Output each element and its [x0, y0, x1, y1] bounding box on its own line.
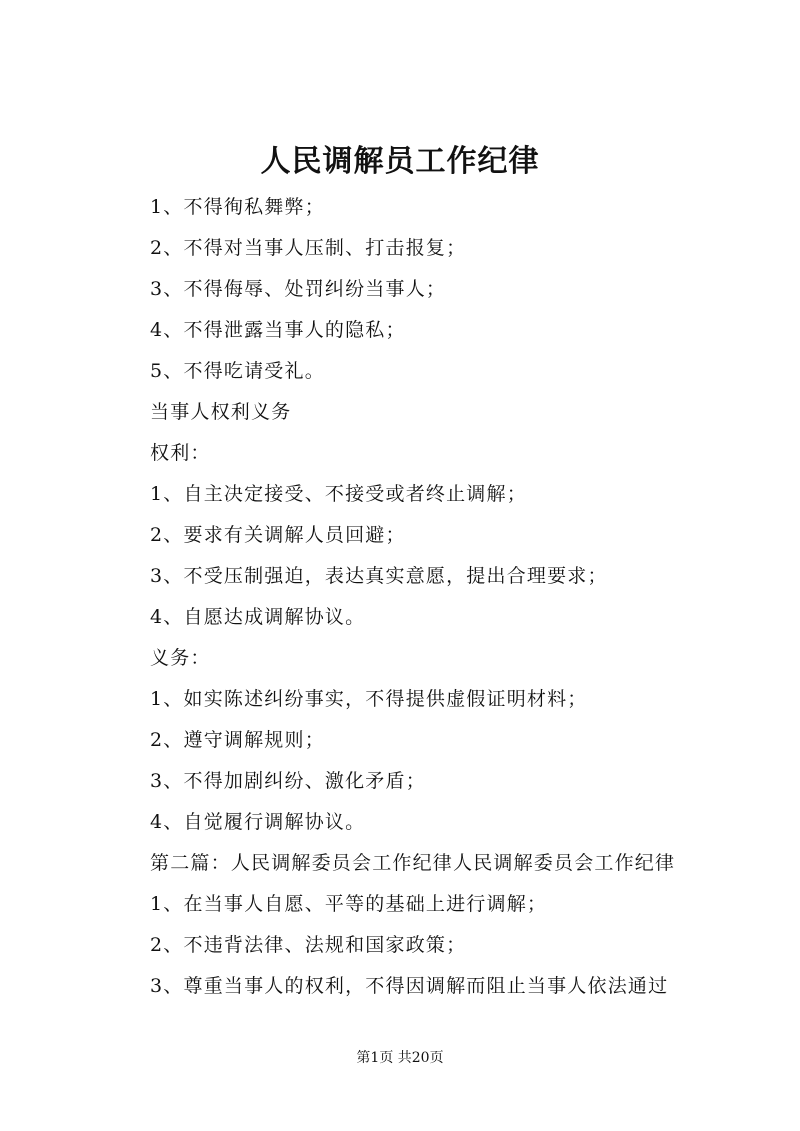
- body-line: 3、不得侮辱、处罚纠纷当事人；: [150, 278, 447, 300]
- body-line: 2、遵守调解规则；: [150, 729, 325, 751]
- section-heading: 第二篇：人民调解委员会工作纪律人民调解委员会工作纪律: [150, 852, 676, 874]
- body-line: 4、自觉履行调解协议。: [150, 811, 366, 833]
- body-line: 1、如实陈述纠纷事实，不得提供虚假证明材料；: [150, 688, 588, 710]
- document-body: [150, 187, 750, 1007]
- body-line: 4、不得泄露当事人的隐私；: [150, 319, 406, 341]
- body-line: 1、在当事人自愿、平等的基础上进行调解；: [150, 893, 548, 915]
- body-line: 2、不违背法律、法规和国家政策；: [150, 934, 467, 956]
- subsection-heading: 义务：: [150, 647, 211, 669]
- body-line: 1、不得徇私舞弊；: [150, 196, 325, 218]
- page-footer: 第1页 共20页: [356, 1050, 444, 1066]
- body-line: 1、自主决定接受、不接受或者终止调解；: [150, 483, 527, 505]
- body-line: 5、不得吃请受礼。: [150, 360, 325, 382]
- body-line: 4、自愿达成调解协议。: [150, 606, 366, 628]
- subsection-heading: 权利：: [150, 442, 211, 464]
- body-line: 3、不得加剧纠纷、激化矛盾；: [150, 770, 426, 792]
- section-heading: 当事人权利义务: [150, 401, 292, 423]
- body-line: 3、不受压制强迫，表达真实意愿，提出合理要求；: [150, 565, 608, 587]
- body-line: 2、要求有关调解人员回避；: [150, 524, 406, 546]
- body-line: 3、尊重当事人的权利，不得因调解而阻止当事人依法通过: [150, 975, 669, 997]
- page-title: 人民调解员工作纪律: [260, 144, 540, 179]
- body-line: 2、不得对当事人压制、打击报复；: [150, 237, 467, 259]
